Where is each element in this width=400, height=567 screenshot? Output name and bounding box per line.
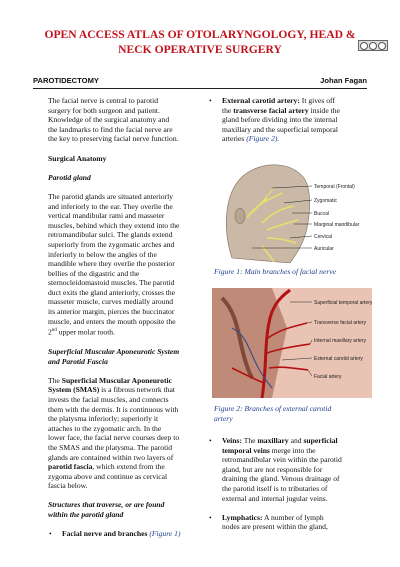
fig1-label: Cervical xyxy=(314,234,333,240)
heading-surgical-anatomy: Surgical Anatomy xyxy=(48,153,107,163)
fig2-label: Internal maxillary artery xyxy=(314,338,366,344)
chapter-title: PAROTIDECTOMY xyxy=(33,76,99,85)
right-column-lower xyxy=(208,436,368,532)
heading-smas: Superficial Muscular Aponeurotic System and Parotid Fascia xyxy=(48,346,180,366)
fig1-label: Auricular xyxy=(314,246,334,252)
parotid-paragraph: The parotid glands are situated anteriorly and inferiorly to the ear. They overlie the vertical mandibular rami and masseter muscles, behind which they extend into the retromandibular sulci. The glands extend superiorly from the zygomatic arches and inferiorly to below the angles of the mandible where they overlie the posterior bellies of the digastric and the sternocleidomastoid muscles. The parotid duct exits the gland anteriorly, crosses the masseter muscle, curves medially around its anterior margin, pierces the buccinator muscle, and enters the mouth opposite the 2nd upper molar tooth. xyxy=(48,191,180,337)
bullet-external-carotid: • External carotid artery: It gives off the transverse facial artery inside the gland before dividing into the internal maxillary and the superficial temporal arteries (Figure 2). xyxy=(209,96,340,144)
fig1-label: Marginal mandibular xyxy=(314,222,360,228)
running-header xyxy=(33,76,367,87)
figure-1-caption: Figure 1: Main branches of facial nerve xyxy=(214,267,337,276)
creative-commons-badge-icon xyxy=(358,40,388,51)
atlas-title: OPEN ACCESS ATLAS OF OTOLARYNGOLOGY, HEAD & NECK OPERATIVE SURGERY xyxy=(44,28,356,56)
fig2-label: External carotid artery xyxy=(314,356,363,362)
heading-parotid-gland: Parotid gland xyxy=(48,172,91,182)
bullet-facial-nerve: • Facial nerve and branches (Figure 1) xyxy=(49,529,181,539)
right-column xyxy=(208,96,368,144)
fig2-label: Superficial temporal artery xyxy=(314,300,372,306)
smas-paragraph: The Superficial Muscular Aponeurotic System (SMAS) is a fibrous network that invests the facial muscles, and connects them with the dermis. It is continuous with the platysma inferiorly; superiorly it attaches to the zygomatic arch. In the lower face, the facial nerve courses deep to the SMAS and the platysma. The parotid glands are contained within two layers of parotid fascia, which extend from the zygoma above and continue as cervical fascia below. xyxy=(48,375,180,491)
bullet-veins: • Veins: The maxillary and superficial temporal veins merge into the retromandibular vein within the parotid gland, but are not responsible for draining the gland. Venous drainage of the parotid itself is to tributaries of external and internal jugular veins. xyxy=(209,436,342,503)
heading-structures: Structures that traverse, or are found within the parotid gland xyxy=(48,500,165,520)
left-column xyxy=(48,96,196,539)
fig1-label: Temporal (Frontal) xyxy=(314,184,355,190)
header-rule xyxy=(33,88,367,89)
author-name: Johan Fagan xyxy=(320,76,367,85)
fig2-label: Facial artery xyxy=(314,374,342,380)
intro-paragraph: The facial nerve is central to parotid surgery for both surgeon and patient. Knowledge of the surgical anatomy and the landmarks to find the facial nerve are the key to preserving facial nerve function. xyxy=(48,96,179,144)
fig1-label: Buccal xyxy=(314,211,330,217)
fig1-label: Zygomatic xyxy=(314,198,338,204)
figure-2-carotid-image xyxy=(212,288,372,398)
fig2-label: Transverse facial artery xyxy=(314,320,367,326)
bullet-lymphatics: • Lymphatics: A number of lymph nodes are present within the gland, xyxy=(209,512,328,532)
figure-1-facial-nerve-image xyxy=(212,158,372,263)
figure-2-caption: Figure 2: Branches of external carotid artery xyxy=(214,404,332,423)
